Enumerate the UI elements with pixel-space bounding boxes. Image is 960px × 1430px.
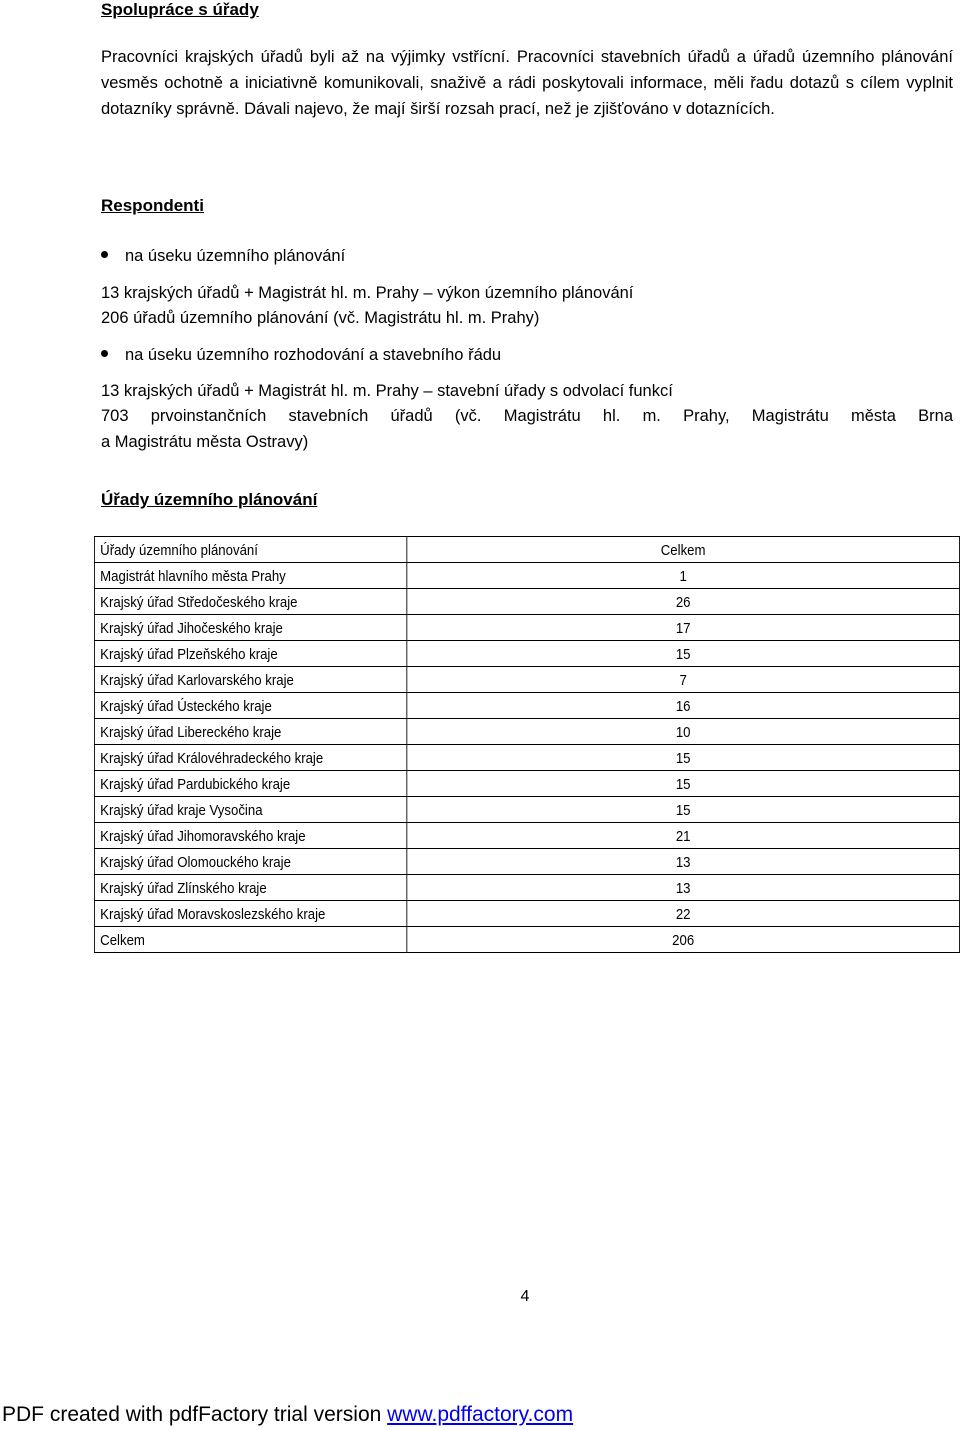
table-cell-office: Magistrát hlavního města Prahy [94, 563, 406, 589]
table-cell-count: 13 [407, 849, 960, 875]
respondents-line: 206 úřadů územního plánování (vč. Magistrátu hl. m. Prahy) [101, 309, 540, 327]
respondents-line: 13 krajských úřadů + Magistrát hl. m. Prahy – výkon územního plánování [101, 284, 634, 302]
footer-text: PDF created with pdfFactory trial version [2, 1403, 388, 1426]
section-heading-respondents: Respondenti [101, 196, 204, 215]
table-cell-count: 15 [407, 641, 960, 667]
section-heading-cooperation: Spolupráce s úřady [101, 0, 259, 19]
table-cell-office: Krajský úřad Královéhradeckého kraje [94, 745, 406, 771]
cooperation-paragraph: Pracovníci krajských úřadů byli až na výjimky vstřícní. Pracovníci stavebních úřadů a úřadů územního plánování vesměs ochotně a iniciativně komunikovali, snaživě a rádi poskytovali informace, měli řadu dotazů s cílem vyplnit dotazníky správně. Dávali najevo, že mají širší rozsah prací, než je zjišťováno v dotaznících. [101, 48, 953, 118]
page-number: 4 [520, 1288, 530, 1305]
table-row [94, 641, 959, 667]
table-row [94, 615, 959, 641]
offices-table [94, 536, 960, 953]
pdf-footer [2, 1403, 573, 1427]
table-row [94, 589, 959, 615]
table-cell-count: 16 [407, 693, 960, 719]
table-cell-count: 10 [407, 719, 960, 745]
table-cell-count: 1 [407, 563, 960, 589]
table-cell-office: Krajský úřad Pardubického kraje [94, 771, 406, 797]
bullet-item-planning [101, 245, 345, 267]
table-cell-office: Krajský úřad Plzeňského kraje [94, 641, 406, 667]
table-cell-count: 7 [407, 667, 960, 693]
table-row [94, 563, 959, 589]
table-cell-count: 22 [407, 901, 960, 927]
table-cell-count: 26 [407, 589, 960, 615]
respondents-line: 13 krajských úřadů + Magistrát hl. m. Prahy – stavební úřady s odvolací funkcí [101, 382, 673, 400]
table-header-cell: Celkem [407, 537, 960, 563]
table-cell-count: 21 [407, 823, 960, 849]
table-cell-office: Krajský úřad Středočeského kraje [94, 589, 406, 615]
section-heading-offices: Úřady územního plánování [101, 490, 318, 509]
table-header-row [94, 537, 959, 563]
respondents-line: 703 prvoinstančních stavebních úřadů (vč. Magistrátu hl. m. Prahy, Magistrátu města Brna [101, 407, 953, 425]
table-cell-office: Krajský úřad kraje Vysočina [94, 797, 406, 823]
table-cell-office: Krajský úřad Jihomoravského kraje [94, 823, 406, 849]
table-row [94, 797, 959, 823]
table-cell-office: Krajský úřad Zlínského kraje [94, 875, 406, 901]
footer-link[interactable]: www.pdffactory.com [387, 1403, 574, 1426]
table-cell-count: 206 [407, 927, 960, 953]
table-cell-office: Krajský úřad Libereckého kraje [94, 719, 406, 745]
table-cell-office: Krajský úřad Olomouckého kraje [94, 849, 406, 875]
table-row [94, 901, 959, 927]
table-cell-count: 13 [407, 875, 960, 901]
table-total-row [94, 927, 959, 953]
table-cell-office: Krajský úřad Jihočeského kraje [94, 615, 406, 641]
table-cell-count: 17 [407, 615, 960, 641]
table-row [94, 875, 959, 901]
table-cell-office: Krajský úřad Moravskoslezského kraje [94, 901, 406, 927]
respondents-line-wrapped [101, 403, 953, 455]
table-row [94, 771, 959, 797]
bullet-icon [101, 251, 108, 258]
table-cell-count: 15 [407, 797, 960, 823]
bullet-label: na úseku územního rozhodování a stavebního řádu [125, 346, 502, 364]
table-row [94, 693, 959, 719]
table-header-cell: Úřady územního plánování [94, 537, 406, 563]
bullet-icon [101, 350, 108, 357]
table-cell-office: Krajský úřad Ústeckého kraje [94, 693, 406, 719]
table-row [94, 823, 959, 849]
bullet-label: na úseku územního plánování [125, 247, 346, 265]
table-cell-count: 15 [407, 771, 960, 797]
table-row [94, 719, 959, 745]
table-cell-office: Krajský úřad Karlovarského kraje [94, 667, 406, 693]
table-row [94, 745, 959, 771]
table-cell-count: 15 [407, 745, 960, 771]
table-cell-office: Celkem [94, 927, 406, 953]
respondents-line: a Magistrátu města Ostravy) [101, 433, 309, 451]
bullet-item-building [101, 344, 501, 366]
table-row [94, 667, 959, 693]
table-row [94, 849, 959, 875]
